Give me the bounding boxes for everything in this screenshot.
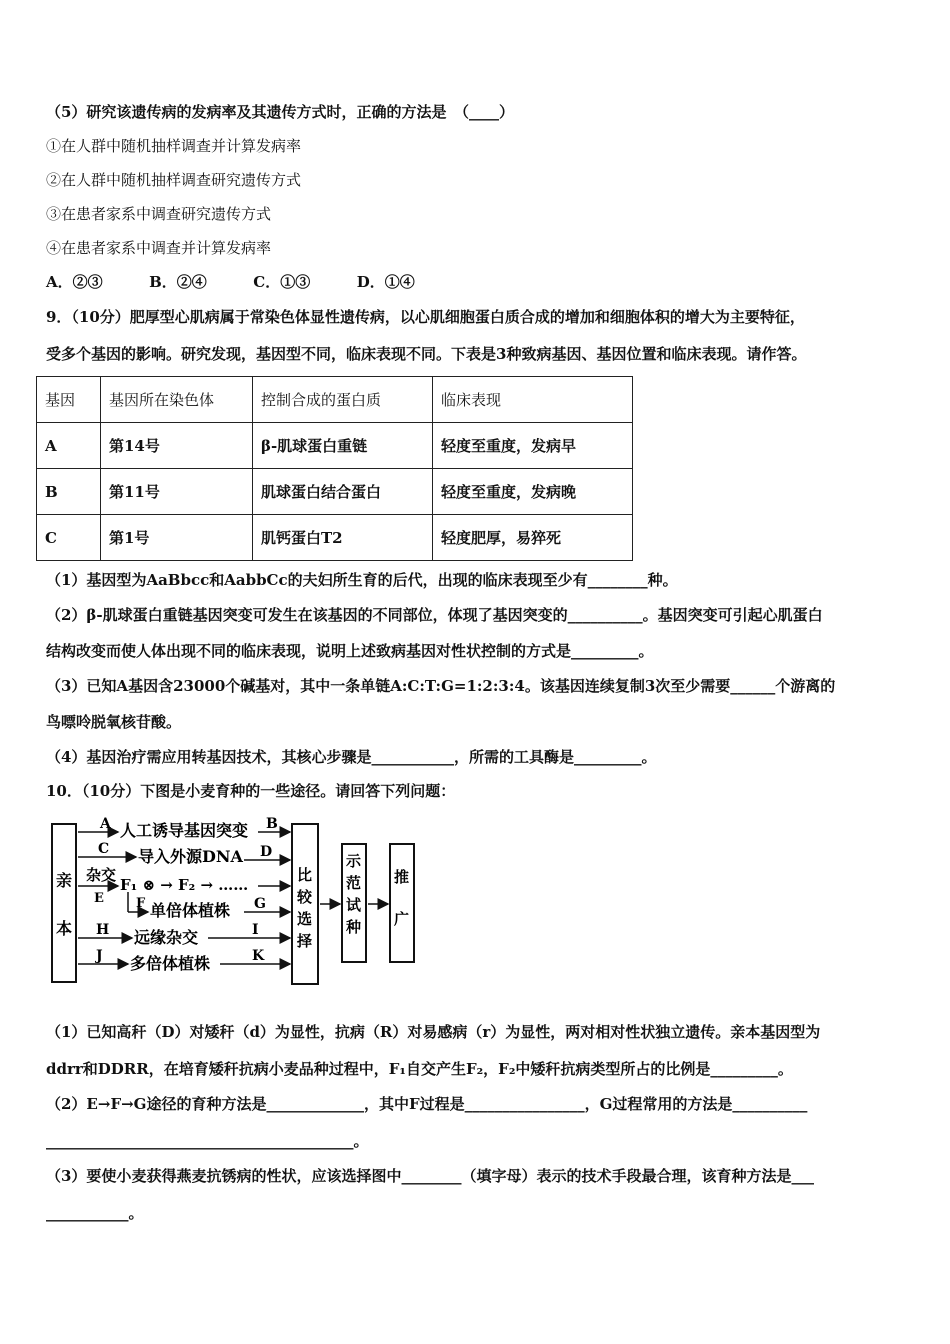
q10-part3-line2: ___________。 <box>46 1204 144 1222</box>
letter-i: I <box>252 922 259 938</box>
promote-box <box>390 844 414 962</box>
table-header: 基因所在染色体 <box>101 377 253 423</box>
q9-part2-line1: （2）β-肌球蛋白重链基因突变可发生在该基因的不同部位，体现了基因突变的__________。基因突变可引起心肌蛋白 <box>46 606 823 624</box>
choice-c: C．①③ <box>253 273 311 291</box>
q8-part5-stem: （5）研究该遗传病的发病率及其遗传方式时，正确的方法是 （____） <box>46 103 514 121</box>
path-f1-f2: F₁ ⊗ → F₂ → …… <box>120 876 249 894</box>
table-cell: 第1号 <box>101 515 253 561</box>
table-header: 临床表现 <box>433 377 633 423</box>
q10-part2-line2: _________________________________________。 <box>46 1132 369 1150</box>
table-cell: 肌钙蛋白T2 <box>253 515 433 561</box>
q10-stem: 10．（10分）下图是小麦育种的一些途径。请回答下列问题： <box>46 782 456 800</box>
q8-option-2: ②在人群中随机抽样调查研究遗传方式 <box>46 171 302 189</box>
table-cell: β-肌球蛋白重链 <box>253 423 433 469</box>
q8-choices <box>46 272 415 292</box>
q10-part1-line1: （1）已知高秆（D）对矮秆（d）为显性，抗病（R）对易感病（r）为显性，两对相对性状独立遗传。亲本基因型为 <box>46 1023 821 1041</box>
letter-e: E <box>94 891 104 906</box>
choice-b: B．②④ <box>149 273 207 291</box>
q9-stem-line1: 9．（10分）肥厚型心肌病属于常染色体显性遗传病，以心肌细胞蛋白质合成的增加和细胞体积的增大为主要特征， <box>46 308 805 326</box>
table-row <box>37 469 633 515</box>
parent-label-2: 本 <box>56 919 73 938</box>
letter-d: D <box>260 844 273 860</box>
table-cell: 轻度至重度，发病早 <box>433 423 633 469</box>
choice-a: A．②③ <box>46 273 103 291</box>
q9-part2-line2: 结构改变而使人体出现不同的临床表现，说明上述致病基因对性状控制的方式是_________。 <box>46 642 654 660</box>
q9-part1: （1）基因型为AaBbcc和AabbCc的夫妇所生育的后代，出现的临床表现至少有________种。 <box>46 571 678 589</box>
letter-k: K <box>252 948 265 964</box>
table-row <box>37 423 633 469</box>
letter-a: A <box>100 816 111 832</box>
table-cell: 轻度肥厚，易猝死 <box>433 515 633 561</box>
q9-part3-line2: 鸟嘌呤脱氧核苷酸。 <box>46 713 182 731</box>
table-row <box>37 515 633 561</box>
path-polyploid: 多倍体植株 <box>130 954 211 973</box>
q10-part2-line1: （2）E→F→G途径的育种方法是_____________，其中F过程是________________，G过程常用的方法是__________ <box>46 1095 808 1113</box>
letter-g: G <box>254 896 266 912</box>
parent-label-1: 亲 <box>56 871 73 890</box>
table-cell: 第14号 <box>101 423 253 469</box>
q9-stem-line2: 受多个基因的影响。研究发现，基因型不同，临床表现不同。下表是3种致病基因、基因位置和临床表现。请作答。 <box>46 345 807 363</box>
compare-select-label <box>296 866 313 950</box>
promote-label: 推广 <box>394 868 410 928</box>
q8-option-4: ④在患者家系中调查并计算发病率 <box>46 239 272 257</box>
q10-part1-line2: ddrr和DDRR，在培育矮秆抗病小麦品种过程中，F₁自交产生F₂，F₂中矮秆抗病类型所占的比例是_________。 <box>46 1060 793 1078</box>
parent-box <box>52 824 76 982</box>
letter-f: F <box>136 896 146 911</box>
q10-part3-line1: （3）要使小麦获得燕麦抗锈病的性状，应该选择图中________（填字母）表示的技术手段最合理，该育种方法是___ <box>46 1167 814 1185</box>
table-cell: 轻度至重度，发病晚 <box>433 469 633 515</box>
table-cell: 第11号 <box>101 469 253 515</box>
choice-d: D．①④ <box>356 273 415 291</box>
letter-j: J <box>96 948 103 964</box>
letter-h: H <box>96 922 110 938</box>
letter-c: C <box>98 841 110 857</box>
label-hybridize: 杂交 <box>86 866 117 884</box>
path-distant-hybrid: 远缘杂交 <box>134 928 199 947</box>
table-cell: B <box>37 469 101 515</box>
table-cell: 肌球蛋白结合蛋白 <box>253 469 433 515</box>
q9-part4: （4）基因治疗需应用转基因技术，其核心步骤是___________，所需的工具酶是_________。 <box>46 748 657 766</box>
letter-b: B <box>266 816 278 832</box>
gene-table <box>36 376 633 561</box>
path-mutation: 人工诱导基因突变 <box>120 821 249 840</box>
q9-part3-line1: （3）已知A基因含23000个碱基对，其中一条单链A:C:T:G=1:2:3:4。该基因连续复制3次至少需要______个游离的 <box>46 677 836 695</box>
table-cell: C <box>37 515 101 561</box>
table-header: 控制合成的蛋白质 <box>253 377 433 423</box>
q8-option-3: ③在患者家系中调查研究遗传方式 <box>46 205 272 223</box>
breeding-diagram <box>48 814 420 990</box>
path-haploid: 单倍体植株 <box>150 901 231 920</box>
table-cell: A <box>37 423 101 469</box>
q8-option-1: ①在人群中随机抽样调查并计算发病率 <box>46 137 302 155</box>
table-header: 基因 <box>37 377 101 423</box>
table-header-row <box>37 377 633 423</box>
trial-label: 示范试种 <box>346 852 362 936</box>
svg-text:比较选择: 比较选择 <box>297 866 313 950</box>
path-foreign-dna: 导入外源DNA <box>138 847 243 866</box>
